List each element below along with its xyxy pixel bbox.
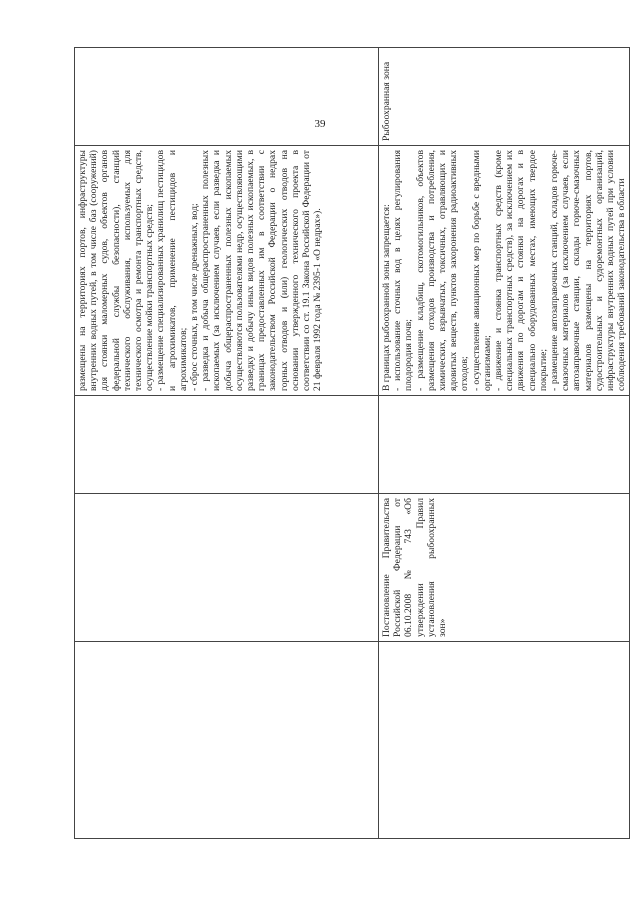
table-row xyxy=(379,48,630,839)
restriction-line: - размещение автозаправочных станций, складов горюче-смазочных материалов (за исключением случаев, если автозаправочные станции, склады горюче-смазочных материалов размещены на территориях портов, судостроительных и судоремонтных организаций, инфраструктуры внутренних водных путей при условии соблюдения требований законодательства в области xyxy=(549,150,628,391)
empty-cell xyxy=(379,396,630,494)
restriction-line: - движение и стоянка транспортных средств (кроме специальных транспортных средств), за исключением их движения по дорогам и стоянки на дорогах и в специально оборудованных местах, имеющих твердое покрытие; xyxy=(493,150,549,391)
restriction-line: - сброс сточных, в том числе дренажных, вод; xyxy=(189,203,201,391)
restriction-line: - осуществление авиационных мер по борьбе с вредными организмами; xyxy=(470,150,493,391)
table-row xyxy=(75,48,379,839)
basis-cell: Постановление Правительства Российской Федерации от 06.10.2008 № 743 «Об утверждении Правил установления рыбоохранных зон» xyxy=(379,494,630,642)
restriction-line: - размещение специализированных хранилищ пестицидов и агрохимикатов, применение пестицидов и агрохимикатов; xyxy=(155,150,189,391)
zone-cell xyxy=(75,48,379,146)
restriction-line: размещены на территориях портов, инфраструктуры внутренних водных путей, в том числе баз (сооружений) для стоянки маломерных судов, объектов органов федеральной службы безопасности), станций технического обслуживания, используемых для технического осмотра и ремонта транспортных средств, осуществление мойки транспортных средств; xyxy=(77,150,156,391)
basis-cell xyxy=(75,494,379,642)
zones-table xyxy=(74,47,630,839)
zone-cell: Рыбоохранная зона xyxy=(379,48,630,146)
restriction-line: В границах рыбоохранной зоны запрещается: xyxy=(381,204,392,391)
rotated-table-sheet xyxy=(74,47,628,839)
empty-cell xyxy=(379,642,630,839)
empty-cell xyxy=(75,396,379,494)
restriction-line: - размещение кладбищ, скотомогильников, объектов размещения отходов производства и потребления, химических, взрывчатых, токсичных, отравляющих и ядовитых веществ, пунктов захоронения радиоактивных отходов; xyxy=(414,150,471,391)
restrictions-cell xyxy=(379,146,630,396)
restriction-line: - разведка и добыча общераспространенных полезных ископаемых (за исключением случаев, если разведка и добыча общераспространенных полезных ископаемых осуществляются пользователями недр, осуществляющими разведку и добычу иных видов полезных ископаемых, в границах предоставленных им в соответствии с законодательством Российской Федерации о недрах горных отводов и (или) геологических отводов на основании утвержденного технического проекта в соответствии со ст. 19.1 Закона Российской Федерации от 21 февраля 1992 года № 2395-1 «О недрах»). xyxy=(200,150,324,391)
empty-cell xyxy=(75,642,379,839)
page-number: 39 xyxy=(314,118,326,130)
restriction-line: - использование сточных вод в целях регулирования плодородия почв; xyxy=(392,150,415,391)
restrictions-cell xyxy=(75,146,379,396)
